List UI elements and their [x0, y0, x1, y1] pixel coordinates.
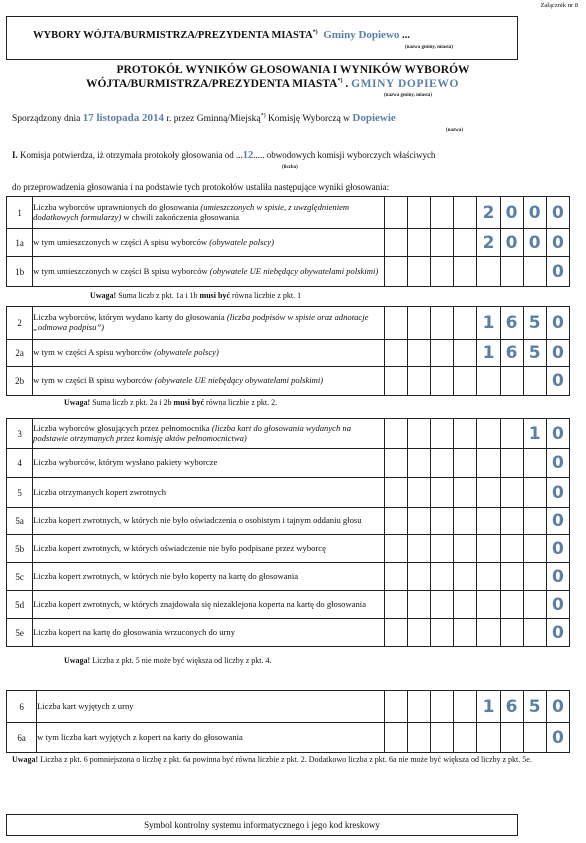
protocol-title-line2-text: WÓJTA/BURMISTRZA/PREZYDENTA MIASTA — [86, 78, 338, 90]
digit-cell[interactable] — [500, 367, 523, 396]
drafted-line — [12, 112, 396, 124]
digit-cell[interactable] — [431, 449, 454, 478]
table-row — [7, 229, 570, 257]
row-description-italic: (liczba kart do głosowania wydanych na podstawie otrzymanych przez komisję aktów pełnomocnictwa) — [33, 422, 352, 443]
election-title-box — [6, 16, 518, 60]
digit-cell[interactable] — [477, 508, 500, 535]
protocol-title-line1: PROTOKÓŁ WYNIKÓW GŁOSOWANIA I WYNIKÓW WYBORÓW — [116, 64, 470, 76]
digit-cell[interactable] — [500, 591, 523, 619]
digit-cell[interactable]: 6 — [500, 340, 523, 367]
digit-cell[interactable]: 1 — [523, 419, 546, 449]
digit-cell[interactable]: 1 — [477, 340, 500, 367]
row-description-text: w tym liczba kart wyjętych z kopert na karty do głosowania — [37, 731, 243, 742]
digit-cell[interactable] — [454, 307, 477, 340]
digit-cell[interactable] — [500, 449, 523, 478]
table-row — [7, 340, 570, 367]
digit-cell[interactable] — [431, 691, 454, 723]
table-row — [7, 367, 570, 396]
section1-text-a: Komisja potwierdza, iż otrzymała protokoły głosowania od ... — [20, 150, 243, 160]
row-number: 5d — [7, 591, 33, 619]
digit-cell[interactable]: 5 — [523, 691, 546, 723]
row-description — [33, 229, 385, 257]
row-description — [37, 691, 385, 723]
digit-cell[interactable] — [477, 367, 500, 396]
results-table-b — [6, 306, 570, 396]
digit-cell[interactable] — [454, 563, 477, 591]
note-a-bold: Uwaga! — [90, 291, 117, 300]
row-number: 6 — [7, 691, 37, 723]
digit-cell[interactable]: 0 — [546, 449, 569, 478]
row-number: 5e — [7, 619, 33, 647]
row-description-italic: (liczba podpisów w spisie oraz adnotacje „odmowa podpisu”) — [33, 312, 369, 332]
note-b-tail: równa liczbie z pkt. 2. — [204, 398, 278, 407]
drafted-middle: r. przez Gminną/Miejską — [166, 114, 261, 124]
row-description-text: w tym w części B spisu wyborców — [33, 375, 155, 386]
digit-cell[interactable] — [408, 307, 431, 340]
digit-cell[interactable]: 0 — [546, 307, 569, 340]
row-number: 1a — [7, 229, 33, 257]
digit-cell[interactable] — [454, 419, 477, 449]
digit-cell[interactable] — [477, 619, 500, 647]
note-a-must: musi być — [199, 291, 230, 300]
protocol-sep: . — [345, 78, 349, 90]
row-description — [33, 257, 385, 287]
row-description-italic: (obywatele UE niebędący obywatelami polskimi) — [154, 375, 324, 386]
row-number: 3 — [7, 419, 33, 449]
row-description-text: Liczba kart wyjętych z urny — [37, 700, 134, 711]
row-description-text: Liczba kopert zwrotnych, w których nie było oświadczenia o osobistym i tajnym oddaniu głosu — [33, 515, 362, 526]
digit-cell[interactable] — [523, 508, 546, 535]
digit-cell[interactable] — [454, 367, 477, 396]
digit-cell[interactable]: 0 — [546, 229, 569, 257]
drafted-place: Dopiewie — [352, 112, 396, 124]
note-a — [90, 291, 301, 300]
table-row — [7, 197, 570, 229]
note-c-bold: Uwaga! — [64, 656, 91, 665]
digit-cell[interactable] — [408, 367, 431, 396]
digit-cell[interactable] — [431, 535, 454, 563]
digit-cell[interactable] — [408, 508, 431, 535]
row-number: 2 — [7, 307, 33, 340]
digit-cell[interactable] — [385, 691, 408, 723]
digit-cell[interactable]: 0 — [546, 691, 569, 723]
note-d-bold: Uwaga! — [12, 755, 39, 764]
protocol-gmina: GMINY DOPIEWO — [351, 78, 460, 90]
table-row — [7, 307, 570, 340]
digit-cell[interactable]: 1 — [477, 307, 500, 340]
digit-cell[interactable]: 0 — [546, 591, 569, 619]
row-description-text: Liczba kopert zwrotnych, w których nie było koperty na kartę do głosowania — [33, 570, 299, 581]
row-description-text: w tym umieszczonych w części A spisu wyborców — [33, 236, 210, 247]
digit-cell[interactable]: 0 — [546, 197, 569, 229]
digit-cell[interactable] — [408, 229, 431, 257]
row-description — [33, 563, 385, 591]
row-description — [33, 367, 385, 396]
row-description-text: Liczba wyborców, którym wysłano pakiety wyborcze — [33, 457, 218, 468]
digit-cell[interactable]: 5 — [523, 340, 546, 367]
drafted-suffix: Komisję Wyborczą w — [267, 114, 351, 124]
footnote-mark: *) — [337, 78, 343, 85]
digit-cell[interactable] — [454, 508, 477, 535]
digit-cell[interactable] — [385, 419, 408, 449]
digit-cell[interactable]: 0 — [546, 419, 569, 449]
digit-cell[interactable] — [431, 340, 454, 367]
digit-cell[interactable]: 0 — [546, 535, 569, 563]
row-description-text: Liczba kopert zwrotnych, w których oświadczenie nie było podpisane przez wyborcę — [33, 542, 326, 553]
table-row — [7, 691, 570, 723]
digit-cell[interactable]: 0 — [546, 563, 569, 591]
digit-cell[interactable] — [500, 419, 523, 449]
digit-cell[interactable] — [523, 723, 546, 753]
digit-cell[interactable] — [431, 508, 454, 535]
row-number: 5b — [7, 535, 33, 563]
control-symbol-box — [6, 814, 518, 836]
results-table-d — [6, 690, 570, 753]
digit-cell[interactable] — [408, 197, 431, 229]
digit-cell[interactable] — [385, 229, 408, 257]
table-row — [7, 563, 570, 591]
digit-cell[interactable] — [477, 535, 500, 563]
digit-cell[interactable] — [500, 478, 523, 508]
digit-cell[interactable] — [454, 229, 477, 257]
digit-cell[interactable] — [477, 591, 500, 619]
row-description — [33, 419, 385, 449]
digit-cell[interactable] — [408, 535, 431, 563]
row-number: 1b — [7, 257, 33, 287]
digit-cell[interactable] — [454, 257, 477, 287]
section1-text-b: ..... obwodowych komisji wyborczych właściwych — [253, 150, 436, 160]
digit-cell[interactable]: 0 — [546, 257, 569, 287]
row-description-italic: (obywatele polscy) — [154, 347, 219, 358]
row-description — [37, 723, 385, 753]
digit-cell[interactable] — [431, 367, 454, 396]
digit-cell[interactable]: 1 — [477, 691, 500, 723]
digit-cell[interactable]: 0 — [546, 508, 569, 535]
digit-cell[interactable] — [408, 478, 431, 508]
digit-cell[interactable] — [408, 449, 431, 478]
row-description-italic: (obywatele polscy) — [209, 236, 274, 247]
digit-cell[interactable] — [408, 591, 431, 619]
digit-cell[interactable] — [431, 257, 454, 287]
drafted-mark: *) — [260, 112, 266, 119]
section1-text-c: do przeprowadzenia głosowania i na podstawie tych protokołów ustaliła następujące wyniki głosowania: — [12, 182, 390, 192]
table-row — [7, 591, 570, 619]
digit-cell[interactable] — [431, 563, 454, 591]
table-row — [7, 419, 570, 449]
note-b-text: Suma liczb z pkt. 2a i 2b — [92, 398, 174, 407]
note-b-must: musi być — [173, 398, 204, 407]
row-number: 2a — [7, 340, 33, 367]
digit-cell[interactable] — [431, 723, 454, 753]
row-description-text: Liczba wyborców głosujących przez pełnomocnika — [33, 422, 212, 433]
row-description-text: Liczba wyborców, którym wydano karty do głosowania — [33, 312, 227, 323]
digit-cell[interactable] — [454, 691, 477, 723]
table-row — [7, 508, 570, 535]
annex-label: Załącznik nr 8 — [540, 2, 578, 9]
row-description — [33, 535, 385, 563]
digit-cell[interactable]: 6 — [500, 691, 523, 723]
digit-cell[interactable] — [385, 307, 408, 340]
table-row — [7, 535, 570, 563]
digit-cell[interactable] — [385, 563, 408, 591]
digit-cell[interactable] — [523, 591, 546, 619]
digit-cell[interactable] — [408, 619, 431, 647]
digit-cell[interactable] — [385, 449, 408, 478]
digit-cell[interactable] — [477, 419, 500, 449]
digit-cell[interactable] — [477, 449, 500, 478]
note-b-bold: Uwaga! — [64, 398, 91, 407]
row-description — [33, 197, 385, 229]
note-c-text: Liczba z pkt. 5 nie może być większa od liczby z pkt. 4. — [92, 656, 272, 665]
section1-label: I. — [12, 150, 18, 160]
digit-cell[interactable] — [408, 691, 431, 723]
digit-cell[interactable] — [523, 257, 546, 287]
digit-cell[interactable]: 0 — [546, 478, 569, 508]
digit-cell[interactable] — [385, 340, 408, 367]
row-description — [33, 340, 385, 367]
note-a-text: Suma liczb z pkt. 1a i 1b — [118, 291, 200, 300]
digit-cell[interactable] — [523, 535, 546, 563]
row-description-tail: w chwili zakończenia głosowania — [121, 211, 240, 222]
row-number: 4 — [7, 449, 33, 478]
digit-cell[interactable] — [408, 563, 431, 591]
digit-cell[interactable] — [477, 257, 500, 287]
digit-cell[interactable] — [500, 535, 523, 563]
note-d — [12, 755, 567, 765]
gmina-dots: ... — [402, 30, 410, 41]
digit-cell[interactable]: 6 — [500, 307, 523, 340]
digit-cell[interactable] — [454, 723, 477, 753]
section1-caption: (liczba) — [282, 165, 298, 170]
digit-cell[interactable] — [431, 478, 454, 508]
digit-cell[interactable] — [523, 449, 546, 478]
digit-cell[interactable] — [385, 723, 408, 753]
digit-cell[interactable]: 0 — [523, 229, 546, 257]
digit-cell[interactable] — [523, 478, 546, 508]
digit-cell[interactable] — [454, 478, 477, 508]
digit-cell[interactable]: 0 — [546, 367, 569, 396]
row-description — [33, 449, 385, 478]
digit-cell[interactable] — [385, 619, 408, 647]
section1-count: 12 — [242, 150, 254, 161]
digit-cell[interactable] — [385, 257, 408, 287]
drafted-prefix: Sporządzony dnia — [12, 114, 81, 124]
digit-cell[interactable] — [500, 563, 523, 591]
digit-cell[interactable]: 2 — [477, 229, 500, 257]
row-description-text: Liczba kopert zwrotnych, w których znajdowała się niezaklejona koperta na kartę do głosowania — [33, 598, 367, 609]
note-b — [64, 398, 277, 407]
table-row — [7, 478, 570, 508]
digit-cell[interactable] — [500, 508, 523, 535]
digit-cell[interactable]: 5 — [523, 307, 546, 340]
digit-cell[interactable]: 0 — [546, 340, 569, 367]
table-row — [7, 619, 570, 647]
row-description-text: Liczba otrzymanych kopert zwrotnych — [33, 486, 167, 497]
digit-cell[interactable] — [408, 419, 431, 449]
digit-cell[interactable] — [523, 619, 546, 647]
digit-cell[interactable] — [431, 591, 454, 619]
row-number: 5 — [7, 478, 33, 508]
drafted-caption: (nazwa) — [446, 128, 463, 133]
digit-cell[interactable] — [408, 257, 431, 287]
digit-cell[interactable] — [431, 229, 454, 257]
note-d-text: Liczba z pkt. 6 pomniejszona o liczbę z pkt. 6a powinna być równa liczbie z pkt. 2. Dodatkowo liczba z pkt. 6a nie może być większa od liczby z pkt. 5e. — [40, 755, 532, 764]
digit-cell[interactable] — [431, 307, 454, 340]
row-number: 5a — [7, 508, 33, 535]
protocol-caption: (nazwa gminy, miasta) — [384, 93, 432, 98]
digit-cell[interactable] — [477, 723, 500, 753]
election-title-text: WYBORY WÓJTA/BURMISTRZA/PREZYDENTA MIASTA — [33, 30, 313, 41]
row-description — [33, 508, 385, 535]
row-description-text: Liczba wyborców uprawnionych do głosowania — [33, 201, 201, 212]
digit-cell[interactable] — [385, 478, 408, 508]
digit-cell[interactable] — [385, 508, 408, 535]
digit-cell[interactable]: 0 — [546, 723, 569, 753]
digit-cell[interactable] — [477, 563, 500, 591]
gmina-name: Gminy Dopiewo — [323, 29, 400, 41]
row-number: 5c — [7, 563, 33, 591]
control-symbol-label: Symbol kontrolny systemu informatycznego i jego kod kreskowy — [144, 820, 380, 830]
row-description-text: w tym w części A spisu wyborców — [33, 347, 155, 358]
digit-cell[interactable] — [431, 197, 454, 229]
digit-cell[interactable] — [454, 619, 477, 647]
row-description-text: w tym umieszczonych w części B spisu wyborców — [33, 265, 210, 276]
row-description — [33, 478, 385, 508]
digit-cell[interactable] — [385, 535, 408, 563]
row-description — [33, 591, 385, 619]
protocol-title-line2 — [86, 78, 459, 90]
digit-cell[interactable] — [523, 563, 546, 591]
digit-cell[interactable] — [454, 535, 477, 563]
digit-cell[interactable] — [385, 197, 408, 229]
digit-cell[interactable]: 0 — [500, 229, 523, 257]
digit-cell[interactable] — [385, 367, 408, 396]
row-number: 1 — [7, 197, 33, 229]
election-title — [33, 29, 410, 41]
note-a-tail: równa liczbie z pkt. 1 — [230, 291, 302, 300]
row-number: 2b — [7, 367, 33, 396]
digit-cell[interactable] — [500, 723, 523, 753]
digit-cell[interactable] — [523, 367, 546, 396]
digit-cell[interactable] — [454, 340, 477, 367]
row-description-italic: (obywatele UE niebędący obywatelami polskimi) — [209, 265, 379, 276]
results-table-a — [6, 196, 570, 287]
row-description-italic: (umieszczonych w spisie, z uwzględnieniem dodatkowych formularzy) — [33, 201, 350, 222]
table-row — [7, 449, 570, 478]
note-c — [64, 656, 272, 665]
digit-cell[interactable]: 0 — [500, 197, 523, 229]
digit-cell[interactable] — [477, 478, 500, 508]
digit-cell[interactable] — [454, 591, 477, 619]
gmina-caption: (nazwa gminy, miasta) — [405, 45, 453, 50]
drafted-date: 17 listopada 2014 — [82, 112, 164, 124]
digit-cell[interactable] — [408, 723, 431, 753]
results-table-c — [6, 418, 570, 647]
digit-cell[interactable]: 0 — [523, 197, 546, 229]
digit-cell[interactable]: 2 — [477, 197, 500, 229]
row-description-text: Liczba kopert na kartę do głosowania wrzuconych do urny — [33, 626, 236, 637]
digit-cell[interactable] — [431, 419, 454, 449]
section1-line — [12, 150, 435, 161]
digit-cell[interactable] — [408, 340, 431, 367]
row-description — [33, 307, 385, 340]
table-row — [7, 723, 570, 753]
row-description — [33, 619, 385, 647]
digit-cell[interactable]: 0 — [546, 619, 569, 647]
table-row — [7, 257, 570, 287]
digit-cell[interactable] — [454, 197, 477, 229]
digit-cell[interactable] — [454, 449, 477, 478]
row-number: 6a — [7, 723, 37, 753]
digit-cell[interactable] — [500, 619, 523, 647]
digit-cell[interactable] — [385, 591, 408, 619]
digit-cell[interactable] — [500, 257, 523, 287]
footnote-mark: *) — [312, 29, 318, 36]
digit-cell[interactable] — [431, 619, 454, 647]
